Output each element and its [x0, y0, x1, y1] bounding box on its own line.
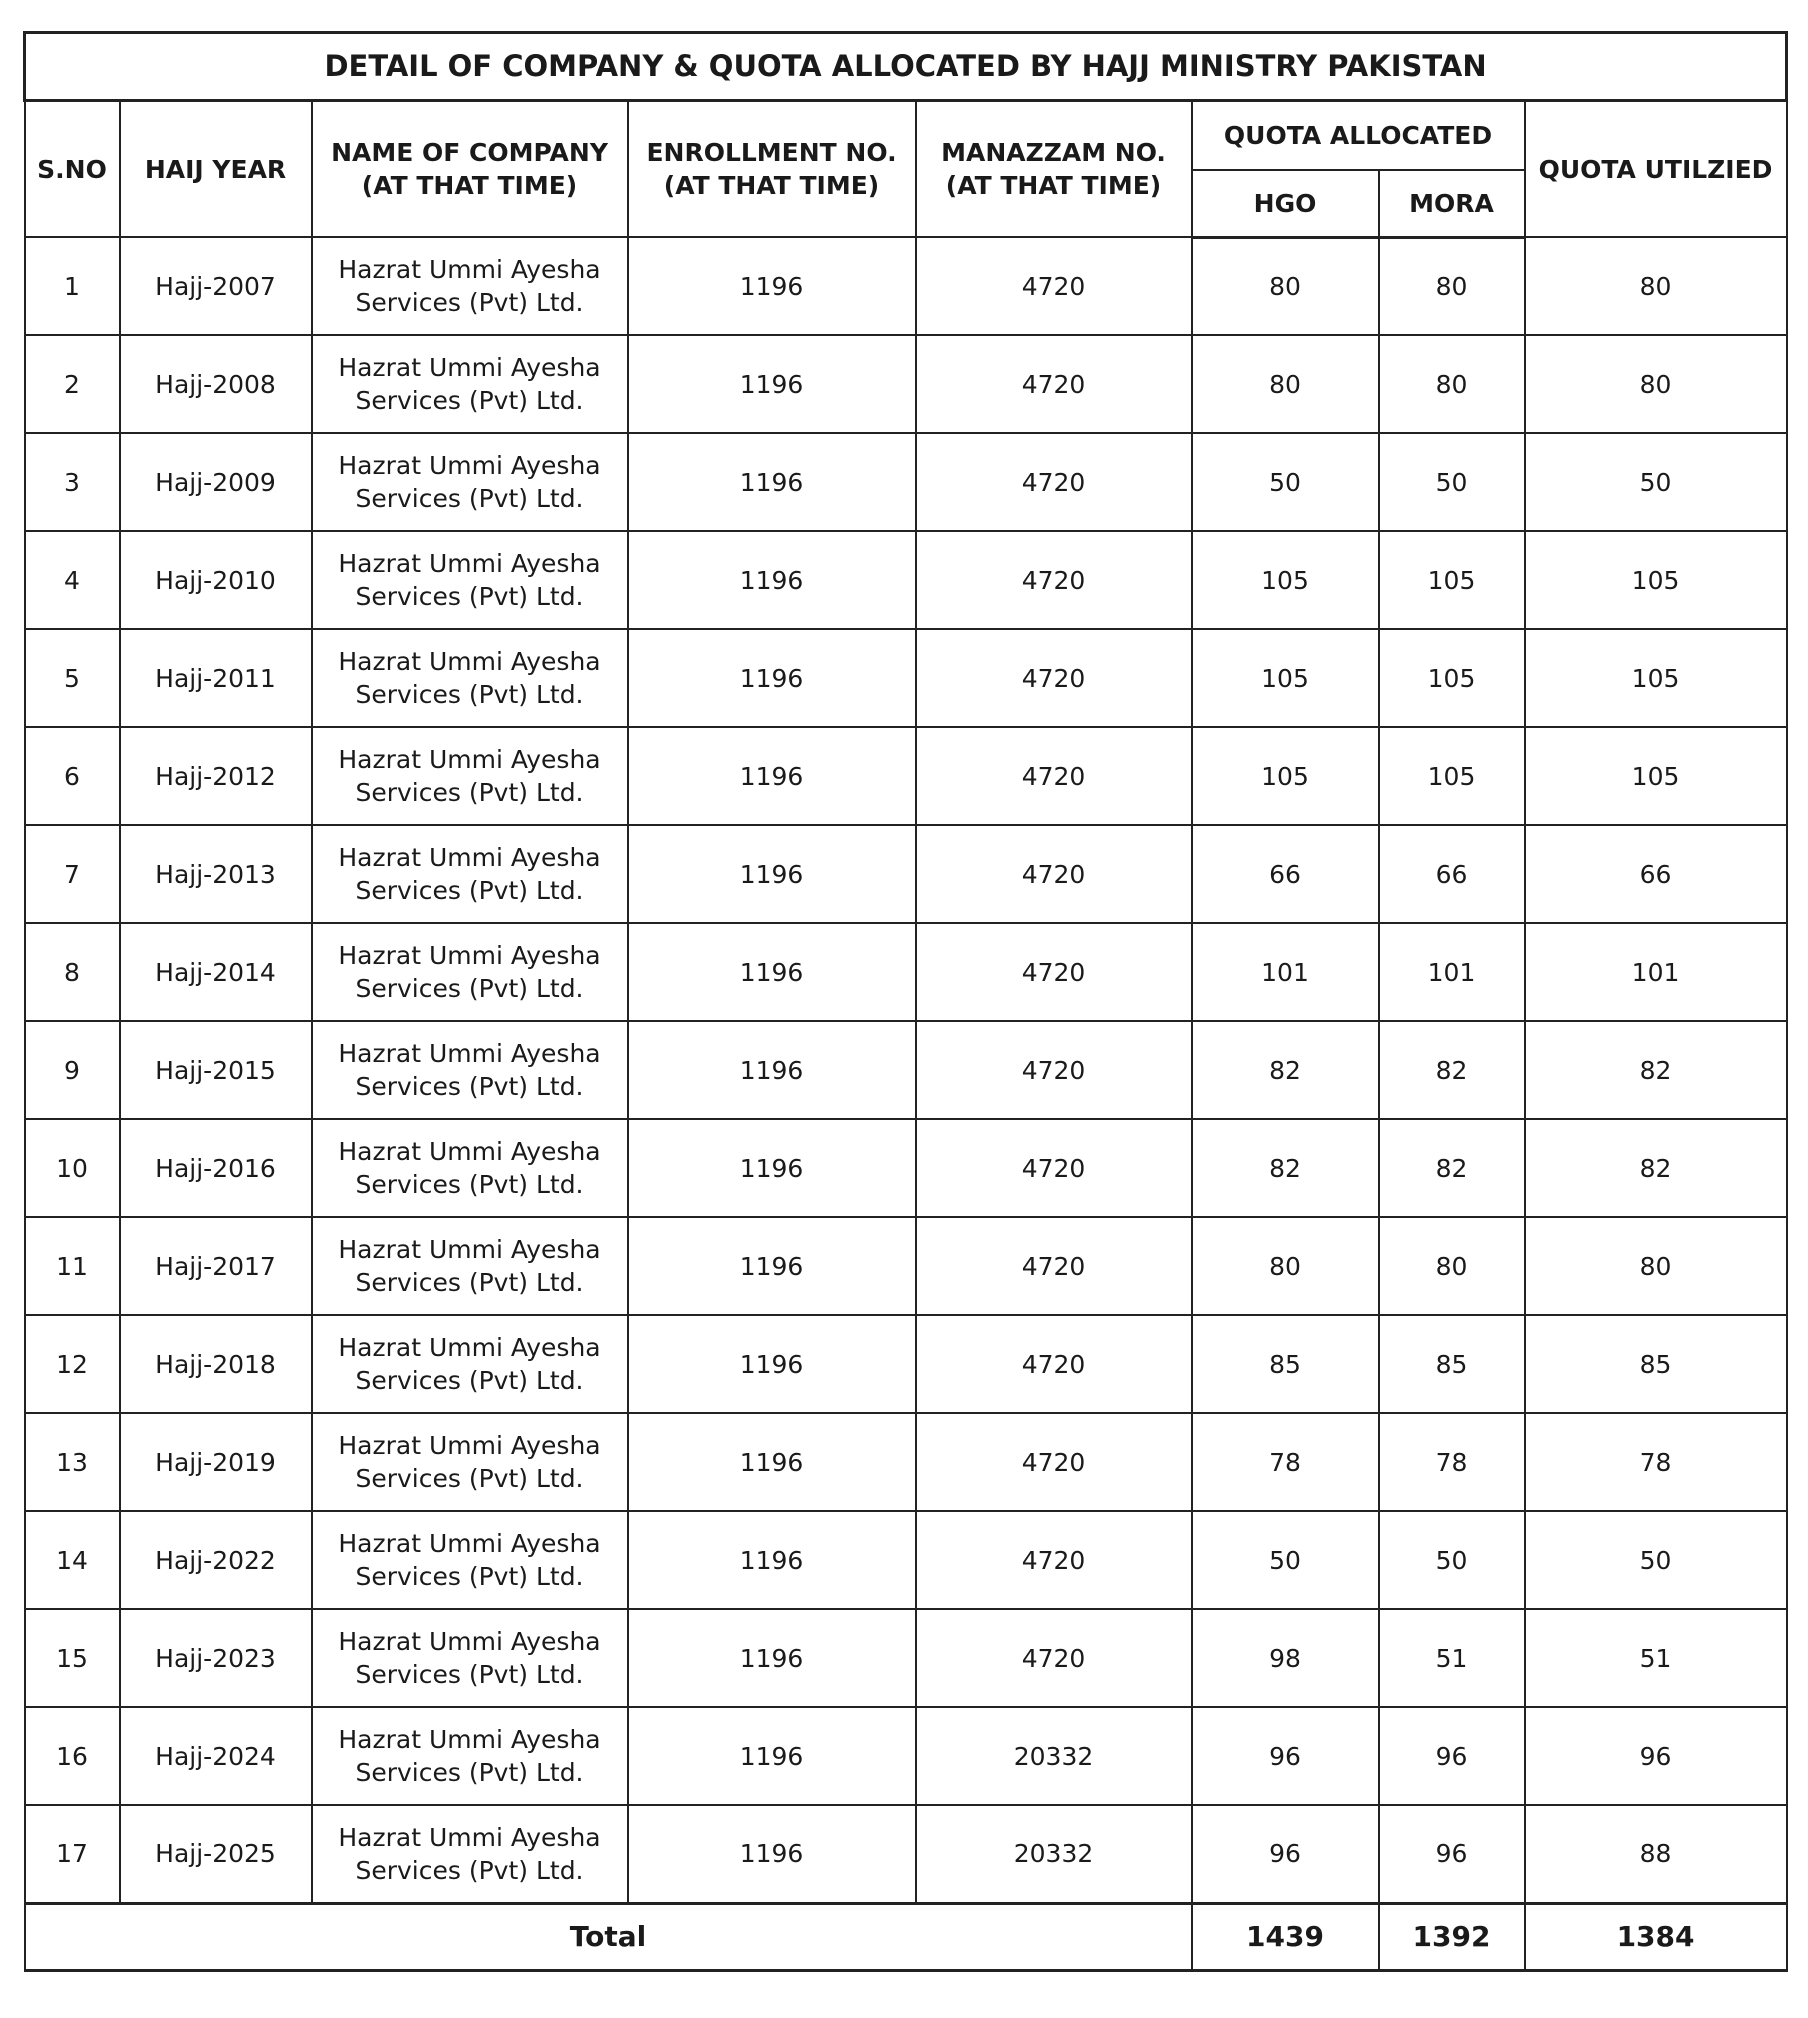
cell-hajj-year: Hajj-2010 — [120, 531, 312, 629]
cell-company — [312, 1609, 628, 1707]
cell-utilized: 80 — [1525, 1217, 1787, 1315]
cell-hgo: 66 — [1192, 825, 1379, 923]
table-row — [25, 237, 1787, 335]
cell-hajj-year: Hajj-2023 — [120, 1609, 312, 1707]
cell-company-line1: Hazrat Ummi Ayesha — [338, 1137, 601, 1166]
cell-mora: 78 — [1379, 1413, 1525, 1511]
cell-manazzam: 4720 — [916, 1119, 1192, 1217]
cell-enrollment: 1196 — [628, 1511, 916, 1609]
cell-hgo: 105 — [1192, 531, 1379, 629]
cell-sno: 6 — [25, 727, 120, 825]
cell-sno: 13 — [25, 1413, 120, 1511]
cell-hajj-year: Hajj-2019 — [120, 1413, 312, 1511]
cell-sno: 2 — [25, 335, 120, 433]
cell-hgo: 82 — [1192, 1021, 1379, 1119]
cell-sno: 12 — [25, 1315, 120, 1413]
cell-manazzam: 4720 — [916, 923, 1192, 1021]
cell-enrollment: 1196 — [628, 1805, 916, 1903]
header-mora: MORA — [1379, 170, 1525, 237]
header-sno: S.NO — [25, 101, 120, 238]
cell-company-line2: Services (Pvt) Ltd. — [355, 484, 584, 513]
cell-company-line2: Services (Pvt) Ltd. — [355, 1855, 584, 1885]
cell-hgo: 50 — [1192, 1511, 1379, 1609]
cell-company — [312, 825, 628, 923]
cell-company-line1: Hazrat Ummi Ayesha — [338, 1431, 601, 1460]
table-row — [25, 1021, 1787, 1119]
cell-company-line1: Hazrat Ummi Ayesha — [338, 1039, 601, 1068]
cell-enrollment: 1196 — [628, 531, 916, 629]
cell-company-line2: Services (Pvt) Ltd. — [355, 386, 584, 415]
cell-utilized: 85 — [1525, 1315, 1787, 1413]
cell-manazzam: 20332 — [916, 1805, 1192, 1903]
table-row — [25, 825, 1787, 923]
cell-company-line1: Hazrat Ummi Ayesha — [338, 255, 601, 284]
cell-enrollment: 1196 — [628, 1413, 916, 1511]
cell-utilized: 80 — [1525, 335, 1787, 433]
cell-hajj-year: Hajj-2015 — [120, 1021, 312, 1119]
cell-sno: 11 — [25, 1217, 120, 1315]
cell-mora: 80 — [1379, 335, 1525, 433]
cell-hgo: 98 — [1192, 1609, 1379, 1707]
header-enrollment-line2: (AT THAT TIME) — [663, 171, 880, 200]
cell-company — [312, 531, 628, 629]
cell-company — [312, 237, 628, 335]
cell-hgo: 96 — [1192, 1805, 1379, 1903]
table-row — [25, 1413, 1787, 1511]
cell-manazzam: 4720 — [916, 1609, 1192, 1707]
cell-mora: 85 — [1379, 1315, 1525, 1413]
cell-company-line2: Services (Pvt) Ltd. — [355, 1464, 584, 1493]
cell-company — [312, 923, 628, 1021]
cell-sno: 8 — [25, 923, 120, 1021]
cell-manazzam: 4720 — [916, 1413, 1192, 1511]
cell-mora: 105 — [1379, 531, 1525, 629]
header-hgo: HGO — [1192, 170, 1379, 237]
cell-company-line2: Services (Pvt) Ltd. — [355, 1268, 584, 1297]
cell-utilized: 105 — [1525, 531, 1787, 629]
cell-utilized: 101 — [1525, 923, 1787, 1021]
cell-hgo: 105 — [1192, 629, 1379, 727]
quota-table — [23, 31, 1788, 1972]
table-row — [25, 1119, 1787, 1217]
cell-hajj-year: Hajj-2018 — [120, 1315, 312, 1413]
cell-hgo: 80 — [1192, 1217, 1379, 1315]
cell-sno: 10 — [25, 1119, 120, 1217]
cell-utilized: 105 — [1525, 629, 1787, 727]
cell-sno: 17 — [25, 1805, 120, 1903]
cell-hgo: 96 — [1192, 1707, 1379, 1805]
total-row — [25, 1903, 1787, 1970]
cell-hgo: 50 — [1192, 433, 1379, 531]
cell-enrollment: 1196 — [628, 1707, 916, 1805]
cell-enrollment: 1196 — [628, 1021, 916, 1119]
cell-manazzam: 4720 — [916, 1315, 1192, 1413]
cell-company-line1: Hazrat Ummi Ayesha — [338, 1529, 601, 1558]
table-body — [25, 237, 1787, 1903]
cell-company — [312, 1707, 628, 1805]
cell-manazzam: 4720 — [916, 1217, 1192, 1315]
table-row — [25, 433, 1787, 531]
cell-company-line2: Services (Pvt) Ltd. — [355, 1758, 584, 1787]
cell-mora: 66 — [1379, 825, 1525, 923]
cell-company — [312, 335, 628, 433]
cell-utilized: 80 — [1525, 237, 1787, 335]
header-enrollment — [628, 101, 916, 238]
cell-enrollment: 1196 — [628, 629, 916, 727]
cell-hajj-year: Hajj-2009 — [120, 433, 312, 531]
cell-company — [312, 727, 628, 825]
cell-company-line1: Hazrat Ummi Ayesha — [338, 843, 601, 872]
cell-utilized: 51 — [1525, 1609, 1787, 1707]
cell-utilized: 78 — [1525, 1413, 1787, 1511]
cell-sno: 16 — [25, 1707, 120, 1805]
cell-company-line1: Hazrat Ummi Ayesha — [338, 1822, 601, 1852]
cell-enrollment: 1196 — [628, 335, 916, 433]
cell-hajj-year: Hajj-2012 — [120, 727, 312, 825]
header-hajj-year: HAIJ YEAR — [120, 101, 312, 238]
cell-hajj-year: Hajj-2008 — [120, 335, 312, 433]
table-row — [25, 727, 1787, 825]
cell-company-line1: Hazrat Ummi Ayesha — [338, 549, 601, 578]
cell-hgo: 85 — [1192, 1315, 1379, 1413]
cell-enrollment: 1196 — [628, 1217, 916, 1315]
cell-company — [312, 1413, 628, 1511]
cell-utilized: 50 — [1525, 1511, 1787, 1609]
cell-company-line2: Services (Pvt) Ltd. — [355, 974, 584, 1003]
header-enrollment-line1: ENROLLMENT NO. — [646, 138, 897, 167]
cell-manazzam: 4720 — [916, 825, 1192, 923]
cell-sno: 9 — [25, 1021, 120, 1119]
cell-enrollment: 1196 — [628, 1609, 916, 1707]
header-company-line1: NAME OF COMPANY — [331, 138, 608, 167]
cell-company-line1: Hazrat Ummi Ayesha — [338, 941, 601, 970]
header-manazzam-line1: MANAZZAM NO. — [941, 138, 1166, 167]
cell-company-line1: Hazrat Ummi Ayesha — [338, 353, 601, 382]
cell-utilized: 105 — [1525, 727, 1787, 825]
cell-manazzam: 4720 — [916, 1511, 1192, 1609]
cell-sno: 14 — [25, 1511, 120, 1609]
cell-company-line2: Services (Pvt) Ltd. — [355, 1072, 584, 1101]
cell-company — [312, 1217, 628, 1315]
cell-company — [312, 1021, 628, 1119]
table-row — [25, 1707, 1787, 1805]
cell-hgo: 105 — [1192, 727, 1379, 825]
cell-mora: 82 — [1379, 1119, 1525, 1217]
cell-mora: 96 — [1379, 1805, 1525, 1903]
cell-hgo: 80 — [1192, 335, 1379, 433]
cell-company-line1: Hazrat Ummi Ayesha — [338, 745, 601, 774]
total-hgo: 1439 — [1192, 1903, 1379, 1970]
cell-company-line2: Services (Pvt) Ltd. — [355, 1170, 584, 1199]
cell-utilized: 50 — [1525, 433, 1787, 531]
cell-sno: 7 — [25, 825, 120, 923]
cell-manazzam: 4720 — [916, 727, 1192, 825]
cell-hgo: 80 — [1192, 237, 1379, 335]
cell-enrollment: 1196 — [628, 727, 916, 825]
cell-company — [312, 1119, 628, 1217]
cell-manazzam: 4720 — [916, 335, 1192, 433]
cell-company-line1: Hazrat Ummi Ayesha — [338, 1333, 601, 1362]
total-label: Total — [25, 1903, 1192, 1970]
cell-hajj-year: Hajj-2014 — [120, 923, 312, 1021]
cell-utilized: 82 — [1525, 1119, 1787, 1217]
cell-enrollment: 1196 — [628, 1119, 916, 1217]
header-company-line2: (AT THAT TIME) — [361, 171, 578, 200]
cell-utilized: 82 — [1525, 1021, 1787, 1119]
cell-company-line2: Services (Pvt) Ltd. — [355, 1562, 584, 1591]
cell-enrollment: 1196 — [628, 433, 916, 531]
cell-enrollment: 1196 — [628, 237, 916, 335]
cell-sno: 3 — [25, 433, 120, 531]
cell-manazzam: 4720 — [916, 1021, 1192, 1119]
header-company — [312, 101, 628, 238]
cell-company-line2: Services (Pvt) Ltd. — [355, 680, 584, 709]
cell-company — [312, 1315, 628, 1413]
cell-company — [312, 1805, 628, 1903]
cell-hgo: 78 — [1192, 1413, 1379, 1511]
cell-company-line2: Services (Pvt) Ltd. — [355, 1660, 584, 1689]
cell-mora: 50 — [1379, 433, 1525, 531]
cell-company-line1: Hazrat Ummi Ayesha — [338, 1627, 601, 1656]
total-utilized: 1384 — [1525, 1903, 1787, 1970]
cell-company-line1: Hazrat Ummi Ayesha — [338, 451, 601, 480]
cell-hajj-year: Hajj-2017 — [120, 1217, 312, 1315]
quota-document — [23, 31, 1785, 1972]
header-manazzam — [916, 101, 1192, 238]
cell-enrollment: 1196 — [628, 1315, 916, 1413]
cell-company-line1: Hazrat Ummi Ayesha — [338, 647, 601, 676]
cell-utilized: 88 — [1525, 1805, 1787, 1903]
cell-sno: 1 — [25, 237, 120, 335]
cell-utilized: 66 — [1525, 825, 1787, 923]
cell-company-line1: Hazrat Ummi Ayesha — [338, 1725, 601, 1754]
cell-enrollment: 1196 — [628, 825, 916, 923]
cell-hajj-year: Hajj-2007 — [120, 237, 312, 335]
total-mora: 1392 — [1379, 1903, 1525, 1970]
cell-sno: 4 — [25, 531, 120, 629]
cell-company — [312, 629, 628, 727]
cell-mora: 105 — [1379, 629, 1525, 727]
cell-company — [312, 1511, 628, 1609]
table-title: DETAIL OF COMPANY & QUOTA ALLOCATED BY HAJJ MINISTRY PAKISTAN — [25, 33, 1787, 101]
table-row — [25, 1805, 1787, 1903]
cell-mora: 82 — [1379, 1021, 1525, 1119]
cell-hgo: 101 — [1192, 923, 1379, 1021]
cell-sno: 15 — [25, 1609, 120, 1707]
table-row — [25, 531, 1787, 629]
cell-mora: 80 — [1379, 1217, 1525, 1315]
cell-mora: 96 — [1379, 1707, 1525, 1805]
header-quota-allocated: QUOTA ALLOCATED — [1192, 101, 1525, 171]
cell-hajj-year: Hajj-2013 — [120, 825, 312, 923]
cell-company — [312, 433, 628, 531]
cell-manazzam: 4720 — [916, 629, 1192, 727]
header-manazzam-line2: (AT THAT TIME) — [945, 171, 1162, 200]
cell-hajj-year: Hajj-2022 — [120, 1511, 312, 1609]
table-row — [25, 1217, 1787, 1315]
cell-manazzam: 4720 — [916, 237, 1192, 335]
table-row — [25, 1511, 1787, 1609]
cell-hajj-year: Hajj-2025 — [120, 1805, 312, 1903]
cell-manazzam: 20332 — [916, 1707, 1192, 1805]
cell-company-line2: Services (Pvt) Ltd. — [355, 288, 584, 317]
cell-utilized: 96 — [1525, 1707, 1787, 1805]
table-row — [25, 1315, 1787, 1413]
cell-enrollment: 1196 — [628, 923, 916, 1021]
cell-hgo: 82 — [1192, 1119, 1379, 1217]
cell-mora: 51 — [1379, 1609, 1525, 1707]
table-row — [25, 1609, 1787, 1707]
cell-manazzam: 4720 — [916, 531, 1192, 629]
cell-company-line2: Services (Pvt) Ltd. — [355, 582, 584, 611]
cell-company-line2: Services (Pvt) Ltd. — [355, 1366, 584, 1395]
cell-hajj-year: Hajj-2016 — [120, 1119, 312, 1217]
cell-sno: 5 — [25, 629, 120, 727]
cell-company-line1: Hazrat Ummi Ayesha — [338, 1235, 601, 1264]
cell-mora: 101 — [1379, 923, 1525, 1021]
table-row — [25, 629, 1787, 727]
cell-mora: 105 — [1379, 727, 1525, 825]
cell-company-line2: Services (Pvt) Ltd. — [355, 778, 584, 807]
cell-mora: 50 — [1379, 1511, 1525, 1609]
cell-hajj-year: Hajj-2024 — [120, 1707, 312, 1805]
cell-hajj-year: Hajj-2011 — [120, 629, 312, 727]
cell-company-line2: Services (Pvt) Ltd. — [355, 876, 584, 905]
cell-manazzam: 4720 — [916, 433, 1192, 531]
cell-mora: 80 — [1379, 237, 1525, 335]
table-row — [25, 335, 1787, 433]
table-row — [25, 923, 1787, 1021]
header-quota-utilized: QUOTA UTILZIED — [1525, 101, 1787, 238]
